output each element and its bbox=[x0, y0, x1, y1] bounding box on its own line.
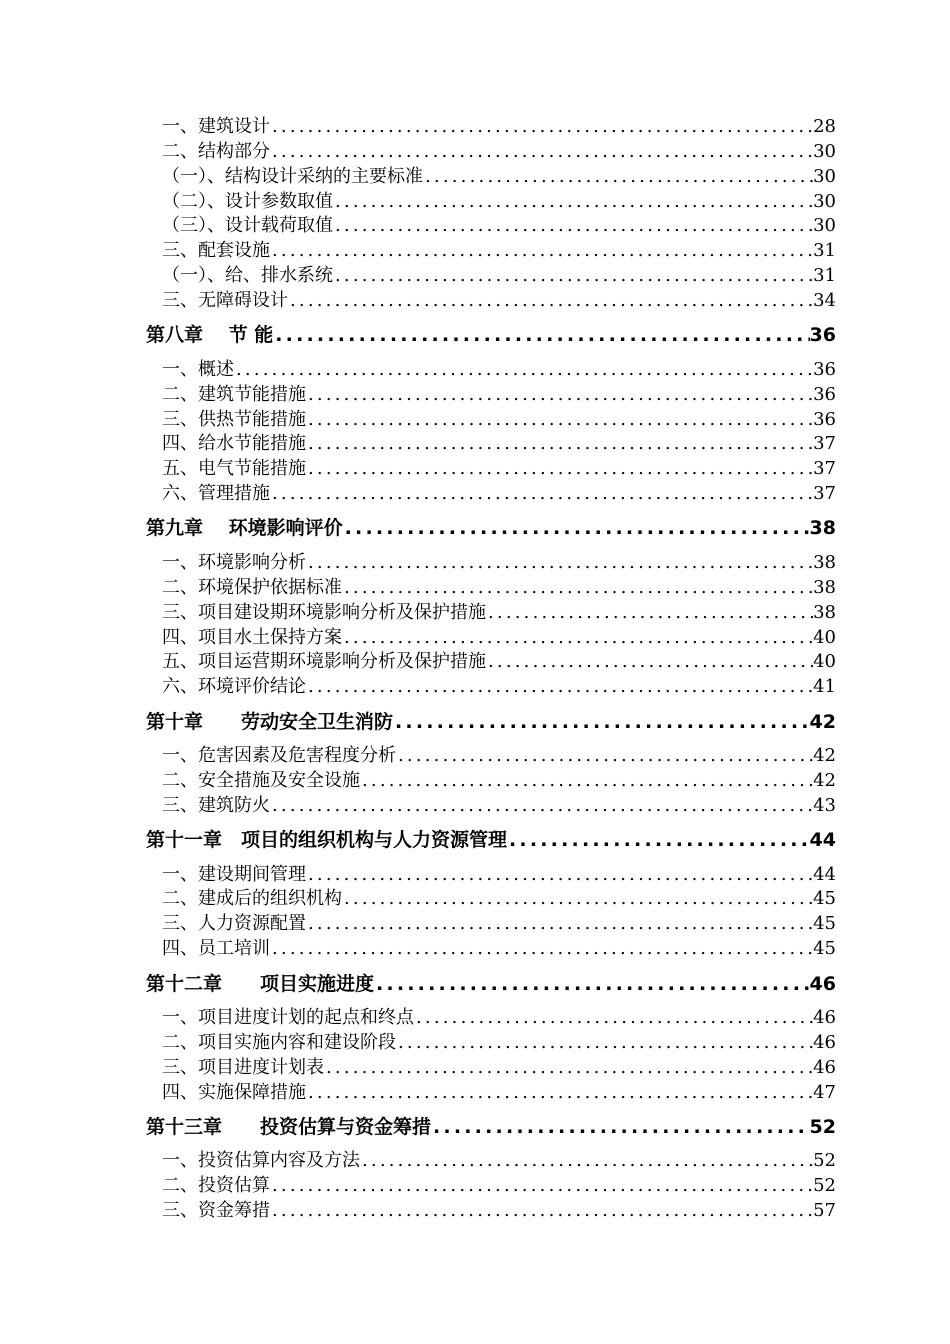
toc-entry-title: 第十一章 项目的组织机构与人力资源管理 bbox=[146, 829, 508, 852]
toc-page-number: 47 bbox=[813, 1081, 836, 1103]
toc-entry-title: 第十三章 投资估算与资金筹措 bbox=[146, 1115, 432, 1138]
toc-page-number: 46 bbox=[813, 1056, 836, 1078]
toc-section-entry[interactable] bbox=[162, 213, 836, 239]
toc-dot-leader bbox=[342, 625, 813, 651]
toc-page-number: 41 bbox=[813, 676, 836, 698]
toc-page-number: 30 bbox=[813, 165, 836, 187]
toc-page-number: 36 bbox=[813, 408, 836, 430]
toc-dot-leader bbox=[333, 263, 813, 289]
toc-page-number: 40 bbox=[813, 651, 836, 673]
toc-section-entry[interactable] bbox=[162, 1030, 836, 1056]
toc-dot-leader bbox=[306, 1080, 813, 1106]
toc-entry-title: 三、建筑防火 bbox=[162, 794, 270, 816]
toc-entry-title: 三、无障碍设计 bbox=[162, 289, 288, 311]
toc-page-number: 38 bbox=[809, 517, 836, 540]
toc-dot-leader bbox=[270, 114, 813, 140]
toc-entry-title: 三、人力资源配置 bbox=[162, 913, 306, 935]
toc-page-number: 42 bbox=[813, 769, 836, 791]
toc-page-number: 52 bbox=[813, 1175, 836, 1197]
toc-page-number: 38 bbox=[813, 576, 836, 598]
toc-section-entry[interactable] bbox=[162, 481, 836, 507]
toc-section-entry[interactable] bbox=[162, 886, 836, 912]
toc-dot-leader bbox=[234, 357, 813, 383]
toc-page-number: 57 bbox=[813, 1200, 836, 1221]
toc-page-number: 37 bbox=[813, 483, 836, 505]
toc-section-entry[interactable] bbox=[162, 431, 836, 457]
toc-page-number: 45 bbox=[813, 913, 836, 935]
toc-page-number: 28 bbox=[813, 116, 836, 137]
toc-entry-title: 二、结构部分 bbox=[162, 140, 270, 162]
toc-dot-leader bbox=[507, 827, 810, 853]
toc-chapter-entry[interactable] bbox=[146, 515, 836, 541]
toc-entry-title: 一、投资估算内容及方法 bbox=[162, 1150, 360, 1172]
toc-entry-title: 二、建成后的组织机构 bbox=[162, 888, 342, 910]
toc-entry-title: 五、项目运营期环境影响分析及保护措施 bbox=[162, 651, 486, 673]
toc-page-number: 44 bbox=[813, 863, 836, 885]
toc-dot-leader bbox=[270, 1173, 813, 1199]
toc-section-entry[interactable] bbox=[162, 1173, 836, 1199]
toc-entry-title: 六、环境评价结论 bbox=[162, 676, 306, 698]
toc-entry-title: 一、环境影响分析 bbox=[162, 551, 306, 573]
toc-entry-title: 一、建筑设计 bbox=[162, 116, 270, 137]
toc-page-number: 43 bbox=[813, 794, 836, 816]
toc-chapter-entry[interactable] bbox=[146, 1114, 836, 1140]
toc-dot-leader bbox=[333, 213, 813, 239]
toc-dot-leader bbox=[360, 768, 813, 794]
toc-chapter-entry[interactable] bbox=[146, 971, 836, 997]
toc-dot-leader bbox=[342, 575, 813, 601]
toc-page-number: 30 bbox=[813, 190, 836, 212]
toc-dot-leader bbox=[306, 407, 813, 433]
toc-section-entry[interactable] bbox=[162, 456, 836, 482]
toc-section-entry[interactable] bbox=[162, 238, 836, 264]
toc-section-entry[interactable] bbox=[162, 114, 836, 140]
toc-section-entry[interactable] bbox=[162, 139, 836, 165]
toc-page-number: 42 bbox=[809, 710, 836, 733]
toc-entry-title: 四、实施保障措施 bbox=[162, 1081, 306, 1103]
toc-entry-title: （一）、结构设计采纳的主要标准 bbox=[162, 165, 423, 187]
toc-entry-title: 三、配套设施 bbox=[162, 240, 270, 262]
toc-dot-leader bbox=[333, 189, 813, 215]
toc-dot-leader bbox=[396, 743, 813, 769]
toc-dot-leader bbox=[486, 600, 813, 626]
toc-section-entry[interactable] bbox=[162, 600, 836, 626]
toc-entry-title: 四、员工培训 bbox=[162, 938, 270, 960]
toc-section-entry[interactable] bbox=[162, 407, 836, 433]
toc-section-entry[interactable] bbox=[162, 263, 836, 289]
toc-dot-leader bbox=[270, 238, 813, 264]
toc-entry-title: （一）、给、排水系统 bbox=[162, 265, 333, 287]
toc-section-entry[interactable] bbox=[162, 1055, 836, 1081]
toc-entry-title: 四、项目水土保持方案 bbox=[162, 626, 342, 648]
toc-section-entry[interactable] bbox=[162, 674, 836, 700]
toc-dot-leader bbox=[396, 1030, 813, 1056]
toc-entry-title: 一、概述 bbox=[162, 358, 234, 380]
toc-dot-leader bbox=[270, 936, 813, 962]
toc-page-number: 45 bbox=[813, 888, 836, 910]
toc-section-entry[interactable] bbox=[162, 625, 836, 651]
toc-page-number: 46 bbox=[809, 972, 836, 995]
toc-entry-title: 二、建筑节能措施 bbox=[162, 383, 306, 405]
toc-page-number: 30 bbox=[813, 215, 836, 237]
toc-section-entry[interactable] bbox=[162, 1005, 836, 1031]
toc-section-entry[interactable] bbox=[162, 793, 836, 819]
toc-dot-leader bbox=[306, 550, 813, 576]
toc-section-entry[interactable] bbox=[162, 1198, 836, 1224]
toc-dot-leader bbox=[414, 1005, 813, 1031]
toc-entry-title: 一、危害因素及危害程度分析 bbox=[162, 745, 396, 766]
toc-entry-title: 三、项目进度计划表 bbox=[162, 1056, 324, 1078]
toc-section-entry[interactable] bbox=[162, 743, 836, 769]
toc-section-entry[interactable] bbox=[162, 649, 836, 675]
toc-dot-leader bbox=[306, 431, 813, 457]
toc-dot-leader bbox=[288, 288, 813, 314]
toc-dot-leader bbox=[393, 709, 810, 735]
toc-section-entry[interactable] bbox=[162, 357, 836, 383]
toc-dot-leader bbox=[324, 1055, 813, 1081]
toc-page-number: 36 bbox=[813, 383, 836, 405]
toc-page-number: 34 bbox=[813, 289, 836, 311]
toc-entry-title: 五、电气节能措施 bbox=[162, 458, 306, 480]
toc-dot-leader bbox=[270, 139, 813, 165]
toc-section-entry[interactable] bbox=[162, 1080, 836, 1106]
toc-page-number: 31 bbox=[813, 240, 836, 262]
toc-page-number: 37 bbox=[813, 458, 836, 480]
toc-section-entry[interactable] bbox=[162, 936, 836, 962]
toc-page-number: 46 bbox=[813, 1007, 836, 1028]
toc-page-number: 37 bbox=[813, 433, 836, 455]
toc-section-entry[interactable] bbox=[162, 164, 836, 190]
toc-entry-title: 一、项目进度计划的起点和终点 bbox=[162, 1007, 414, 1028]
toc-dot-leader bbox=[270, 481, 813, 507]
toc-dot-leader bbox=[374, 971, 810, 997]
toc-entry-title: 一、建设期间管理 bbox=[162, 863, 306, 885]
toc-chapter-entry[interactable] bbox=[146, 322, 836, 348]
toc-entry-title: （三）、设计载荷取值 bbox=[162, 215, 333, 237]
toc-page-number: 31 bbox=[813, 265, 836, 287]
toc-entry-title: 三、供热节能措施 bbox=[162, 408, 306, 430]
toc-entry-title: 二、安全措施及安全设施 bbox=[162, 769, 360, 791]
toc-dot-leader bbox=[360, 1148, 813, 1174]
toc-section-entry[interactable] bbox=[162, 1148, 836, 1174]
toc-dot-leader bbox=[270, 793, 813, 819]
toc-section-entry[interactable] bbox=[162, 911, 836, 937]
toc-page-number: 52 bbox=[813, 1150, 836, 1172]
toc-page-number: 38 bbox=[813, 551, 836, 573]
toc-entry-title: 四、给水节能措施 bbox=[162, 433, 306, 455]
toc-page-number: 38 bbox=[813, 601, 836, 623]
toc-dot-leader bbox=[342, 886, 813, 912]
toc-page-number: 52 bbox=[809, 1115, 836, 1138]
toc-dot-leader bbox=[423, 164, 813, 190]
toc-dot-leader bbox=[270, 1198, 813, 1224]
toc-section-entry[interactable] bbox=[162, 575, 836, 601]
toc-entry-title: 六、管理措施 bbox=[162, 483, 270, 505]
toc-dot-leader bbox=[306, 382, 813, 408]
toc-section-entry[interactable] bbox=[162, 382, 836, 408]
toc-page-number: 44 bbox=[809, 829, 836, 852]
toc-dot-leader bbox=[431, 1114, 810, 1140]
toc-page-number: 36 bbox=[813, 358, 836, 380]
toc-page-number: 45 bbox=[813, 938, 836, 960]
toc-section-entry[interactable] bbox=[162, 550, 836, 576]
toc-dot-leader bbox=[306, 674, 813, 700]
toc-section-entry[interactable] bbox=[162, 768, 836, 794]
toc-section-entry[interactable] bbox=[162, 189, 836, 215]
toc-page-number: 42 bbox=[813, 745, 836, 766]
toc-dot-leader bbox=[273, 322, 809, 348]
toc-entry-title: 第八章 节 能 bbox=[146, 324, 274, 347]
toc-page-number: 30 bbox=[813, 140, 836, 162]
toc-dot-leader bbox=[306, 862, 813, 888]
toc-entry-title: 二、项目实施内容和建设阶段 bbox=[162, 1031, 396, 1053]
toc-entry-title: 二、环境保护依据标准 bbox=[162, 576, 342, 598]
toc-entry-title: （二）、设计参数取值 bbox=[162, 190, 333, 212]
toc-dot-leader bbox=[306, 911, 813, 937]
toc-dot-leader bbox=[306, 456, 813, 482]
toc-page-number: 46 bbox=[813, 1031, 836, 1053]
toc-chapter-entry[interactable] bbox=[146, 709, 836, 735]
toc-chapter-entry[interactable] bbox=[146, 827, 836, 853]
toc-dot-leader bbox=[486, 649, 813, 675]
toc-page-number: 36 bbox=[809, 324, 836, 347]
toc-entry-title: 二、投资估算 bbox=[162, 1175, 270, 1197]
toc-entry-title: 三、资金筹措 bbox=[162, 1200, 270, 1221]
toc-entry-title: 第十二章 项目实施进度 bbox=[146, 972, 375, 995]
toc-section-entry[interactable] bbox=[162, 862, 836, 888]
toc-entry-title: 三、项目建设期环境影响分析及保护措施 bbox=[162, 601, 486, 623]
toc-section-entry[interactable] bbox=[162, 288, 836, 314]
toc-entry-title: 第十章 劳动安全卫生消防 bbox=[146, 710, 394, 733]
toc-entry-title: 第九章 环境影响评价 bbox=[146, 517, 343, 540]
toc-page-number: 40 bbox=[813, 626, 836, 648]
toc-dot-leader bbox=[343, 515, 810, 541]
